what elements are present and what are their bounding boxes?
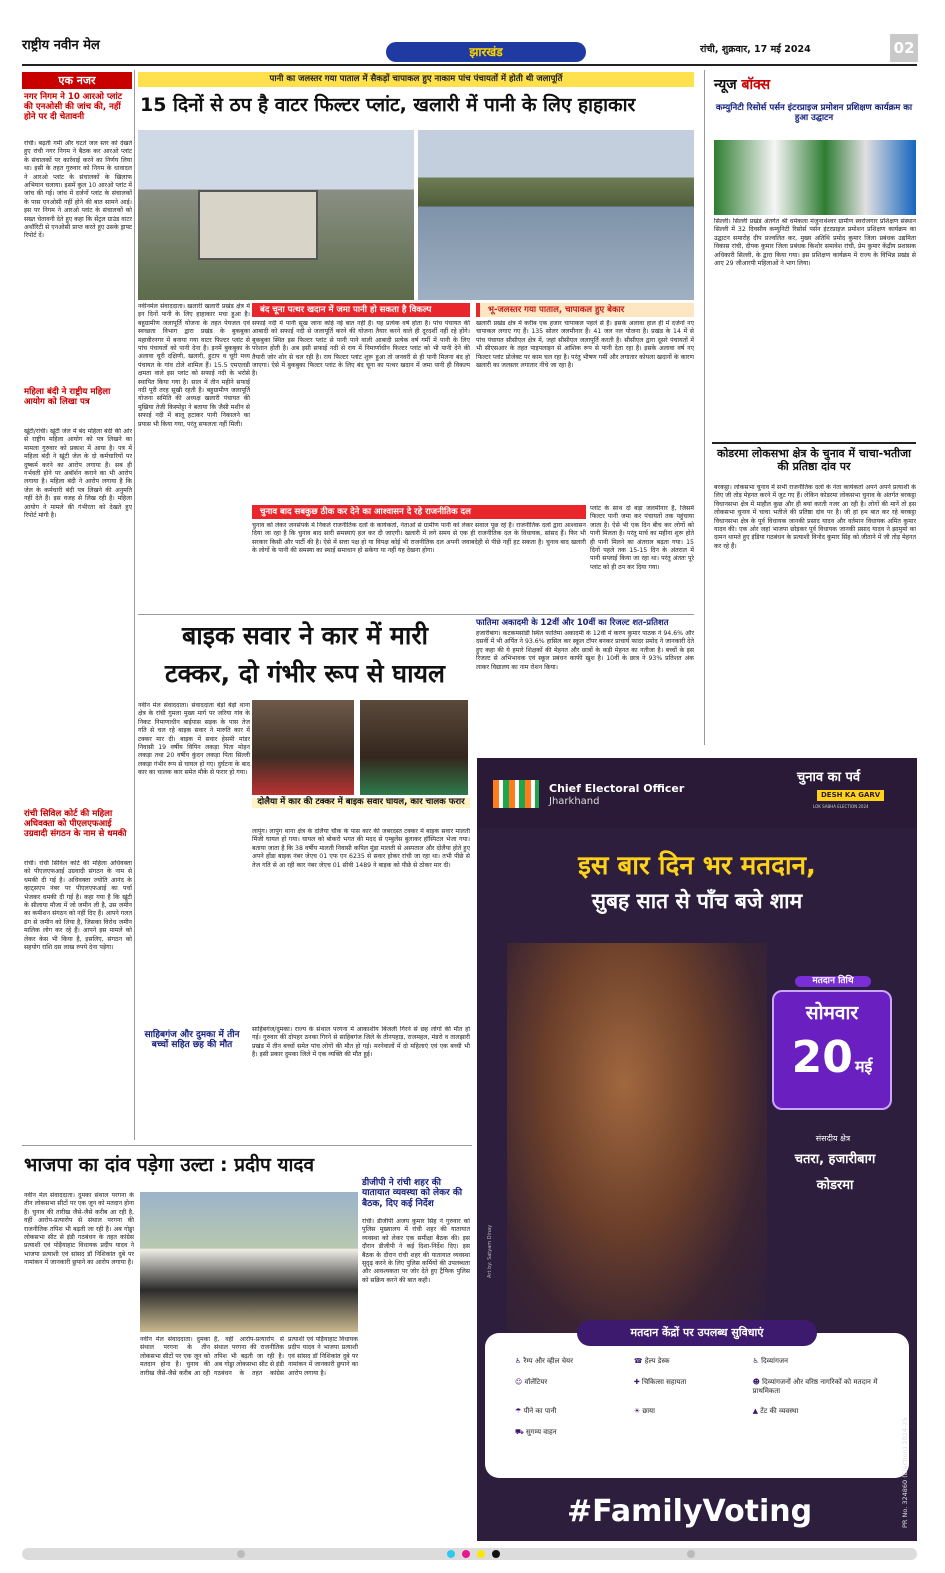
section-label: झारखंड [386, 42, 586, 62]
eci-logo-icon [493, 780, 539, 808]
ek-nazar-label: एक नजर [22, 72, 132, 89]
facilities-title: मतदान केंद्रों पर उपलब्ध सुविधाएं [577, 1320, 817, 1346]
registration-dot [687, 1550, 695, 1558]
facility-label: छाया [642, 1407, 655, 1416]
news-box-label-a: न्यूज [714, 77, 737, 93]
rally-photo [140, 1192, 358, 1332]
story-headline: महिला बंदी ने राष्ट्रीय महिला आयोग को लिखा पत्र [24, 387, 111, 407]
water-icon: ☂ [515, 1407, 524, 1416]
campaign-hindi: चुनाव का पर्व [797, 770, 861, 785]
poll-date-box [772, 990, 892, 1110]
result-story-body: हजारीबाग। कटकमसांडी स्थित फातिमा अकादमी के 12वीं में करण कुमार पाठक ने 94.6% और दसवीं में भी अर्पित ने 93.6% हासिल कर स्कूल टॉपर बनकर प्राचार्य फादर प्रमोद ने जानकारी देते हुए कहा की ये हमारे शिक्षकों की मेहनत और छात्रों के कड़ी मेहनत का नतीजा है। बच्चों के इस रिजल्ट से अभिभावक एवं स्कूल प्रबंधन काफी खुश है। 10वीं के छात्र ने 93% प्रतिशत अंक लाकर विद्यालय का नाम रोशन किया। [476, 630, 694, 671]
building-shape [198, 190, 318, 260]
election-story-body: बरकट्ठा। लोकसभा चुनाव में सभी राजनीतिक दलों के नेता कार्यकर्ता अपने अपने प्रत्याशी के लिए जी तोड़ मेहनत करने में जुट गए हैं। लेकिन कोडरमा लोकसभा चुनाव के अंतर्गत बरकट्ठा विधानसभा क्षेत्र में माहौल कुछ और ही बयां करती नजर आ रही है। लोगों की मानें तो इस लोकसभा चुनाव में चाचा भतीजे की प्रतिष्ठा दांव पर है। जी हां हम बात कर रहे बरकट्ठा विधानसभा क्षेत्र के पूर्व विधायक जानकी प्रसाद यादव और वर्तमान विधायक अमित कुमार यादव की। एक ओर जहां भाजपा छोड़कर पूर्व विधायक जानकी प्रसाद यादव ने झामुमो का दामन थामते हुए इंडिया गठबंधन के प्रत्याशी विनोद कुमार सिंह को जीताने में जी तोड़ मेहनत कर रहे हैं। [714, 484, 916, 550]
water-plant-photo [138, 130, 414, 300]
story-body: प्लांट के साथ दो बड़ा जलमीनार है, जिसमें फिल्टर पानी जमा कर पंचायतों तक पहुंचाया जाता है। ऐसे भी एक दिन बीच कर लोगों को पानी मिलता है। परंतु मार्च का महीना शुरू होते ही पानी मिलने का अंतराल बढ़ता गया। 15 दिनों पहले तक 15-15 दिन के अंतराल में पानी सप्लाई किया जा रहा था। परंतु अंततः पूरे प्लांट को ही ठप कर दिया गया। [590, 505, 694, 571]
story-body: रांची। बढ़ती गर्मी और घटते जल स्तर को देखते हुए रांची नगर निगम ने बैठक कर आरओ प्लांट के संचालकों पर कार्रवाई करने का निर्णय लिया था। इसी के तहत गुरुवार को निगम के धावादल ने आरओ प्लांट के संचालकों के खिलाफ अभियान चलाया। इसमें कुल 10 आरओ प्लांट में जांच की गई। जांच में दर्जनों प्लांट के संचालकों के पास एनओसी नहीं होने की बात सामने आई। इस पर निगम ने आरओ प्लांट के संचालकों को सख्त चेतावनी देते हुए कहा कि सेंट्रल ग्राउंड वाटर अथॉरिटी से एनओसी प्राप्त करते हुए उसके ड्राफ्ट रिपोर्ट दें। [24, 140, 132, 240]
ad-org-line1: Chief Electoral Officer [549, 782, 685, 795]
registration-dot [447, 1550, 455, 1558]
news-box-label [714, 77, 770, 95]
bike-story-body: नवीन मेल संवाददाता। संवाददाता बेड़ो बेड़ो थाना क्षेत्र के रांची गुमला मुख्य मार्ग पर जरिया गांव के निकट निमाणाधीन बाईपास सड़क के पास तेज गति से चल रहे बाइक सवार ने मारुति कार में टक्कर मार दी। बाइक में सवार हेसमी मांडर निवासी 19 वर्षीय विपिन लकड़ा पिता मोहन लकड़ा तथा 20 वर्षीय कुंदन लकड़ा पिता सिल्ली लकड़ा गंभीर रूप से घायल हो गए। दुर्घटना के बाद कार का चालक कार समेत मौके से फरार हो गया। [138, 702, 250, 777]
facility-item [634, 1378, 743, 1396]
ad-org-line2: Jharkhand [549, 796, 600, 807]
bike-story-headline-1: बाइक सवार ने कार में मारी [181, 621, 429, 650]
story-body: खूंटी/रांची। खूंटी जेल में बंद महिला बंदी की ओर से राष्ट्रीय महिला आयोग को पत्र लिखने का मामला गुरुवार को प्रकाश में आया है। पत्र में महिला बंदी ने खूंटी जेल के दो कर्मचारियों पर दुष्कर्म करने का आरोप लगाया है। सब ही गर्भवती होने पर अबॉर्शन कराने का भी आरोप लगाया है। महिला बंदी ने आरोप लगाया है कि जेल के कर्मचारी बंदी पत्र लिखने की अनुमति नहीं देते हैं। इस वजह से लिख रही है। महिला आयोग ने मामले की गंभीरता को देखते हुए रिपोर्ट मांगी है। [24, 428, 132, 520]
news-box-headline: कम्युनिटी रिसोर्स पर्सन इंटरप्राइज प्रमोशन प्रशिक्षण कार्यक्रम का हुआ उद्घाटन [715, 103, 913, 123]
top-story-headline: 15 दिनों से ठप है वाटर फिल्टर प्लांट, खलारी में पानी के लिए हाहाकार [140, 94, 636, 116]
column-divider [704, 70, 705, 745]
campaign-english: DESH KA GARV [817, 790, 884, 801]
disabled-icon: ♿ [752, 1357, 762, 1365]
facilities-panel [485, 1326, 909, 1478]
registration-dot [462, 1550, 470, 1558]
facility-item [753, 1357, 905, 1366]
story-body: सफाई नदी में पानी सूख जाना कोई नई बात नहीं है। यह प्रत्येक वर्ष होता है। पांच पंचायत की आबादी को सफाई नदी से जलापूर्ति करने की योजना तैयार करने वाले ही दूरदर्शी नहीं रहे होंगे। बुकबुका स्थित इस फिल्टर प्लांट से पानी पाने वाली आबादी प्रत्येक वर्ष गर्मी में पानी के लिए परेशान होती है। अब इसी सफाई नदी से राय में निमार्णाधीन फिल्टर प्लांट को भी पानी देने की तैयारी जोर शोर से चल रही है। राय फिल्टर प्लांट शुरू हुआ तो जनवरी से ही पानी मिलना बंद हो जाएगा। ऐसे में बुकबुका फिल्टर प्लांट के लिए बंद चूना का पत्थर खदान में जमा पानी ही विकल्प है। [252, 320, 470, 378]
tent-icon: ▲ [752, 1407, 761, 1416]
poll-date-label: मतदान तिथि [795, 976, 871, 987]
poll-day: सोमवार [805, 1002, 859, 1024]
facility-item [515, 1428, 624, 1437]
medical-icon: ✚ [633, 1377, 642, 1386]
side-story-body: साहिबगंज/दुमका। राज्य के संथाल परगना में आकाशीय बिजली गिरने से छह लोगों की मौत हो गई। गुरुवार की दोपहर ठनका गिरने से साहिबगंज जिले के तीनपहाड़, राजमहल, मंडरो व तालझारी प्रखंड में तीन बच्चों समेत पांच लोगों की मौत हो गई। मरनेवालों में दो महिलाएं एवं एक बच्ची भी है। इसी प्रकार दुमका जिले में एक व्यक्ति की मौत हुई। [252, 1026, 470, 1059]
registration-bar [22, 1548, 917, 1560]
facility-label: दिव्यांगजन [761, 1357, 788, 1365]
facility-label: दिव्यांगजनों और वरिष्ठ नागरिकों को मतदान में प्राथमिकता [752, 1377, 878, 1395]
photo-caption: दोलैया में कार की टक्कर में बाइक सवार घायल, कार चालक फरार [252, 798, 470, 808]
dry-river-photo [418, 130, 694, 300]
campaign-sub: LOK SABHA ELECTION 2024 [813, 804, 869, 809]
shade-icon: ☀ [633, 1407, 643, 1416]
facility-label: रैम्प और व्हील चेयर [523, 1357, 573, 1365]
result-story-headline: फातिमा अकादमी के 12वीं और 10वीं का रिजल्ट शत-प्रतिशत [476, 617, 669, 627]
election-story-headline: कोडरमा लोकसभा क्षेत्र के चुनाव में चाचा-भतीजा की प्रतिष्ठा दांव पर [712, 442, 916, 473]
bjp-story-headline: भाजपा का दांव पड़ेगा उल्टा : प्रदीप यादव [24, 1154, 315, 1176]
story-headline: रांची सिविल कोर्ट की महिला अधिवक्ता को पीएलएफआई उग्रवादी संगठन के नाम से धमकी [24, 809, 127, 839]
poll-date-number: 20 [791, 1031, 853, 1083]
poll-month: मई [854, 1056, 873, 1076]
masthead-rule [22, 64, 917, 66]
constituency-1: चतरा, हजारीबाग [794, 1152, 876, 1167]
section-divider [138, 614, 694, 615]
bike-story-body: लापुंग। लापुंग थाना क्षेत्र के दोलैया चौक के पास कार की जबरदस्त टक्कर में बाइक सवार मालती मिंजी घायल हो गया। घायल को बोकरो भगत की मदद से एम्बुलेंस बुलाकर हॉस्पिटल भेजा गया। बताया जाता है कि 38 वर्षीय मालती निवासी कपिल मुंडा मालती से अस्पताल और दोलैया होते हुए अपने होंडा बाइक नंबर जेएच 01 एफ एन 6235 से सवार होकर रांची जा रहा था। तभी पीछे से तेज गति से आ रही कार नंबर जेएच 01 सीवी 1489 ने बाइक को पीछे से ठोकर मार दी। [252, 828, 470, 869]
senior-citizen-icon: ☻ [752, 1377, 763, 1386]
facility-item [753, 1378, 905, 1396]
facility-item [634, 1407, 743, 1416]
bike-story-headline-2: टक्कर, दो गंभीर रूप से घायल [165, 659, 445, 688]
help-desk-icon: ☎ [633, 1357, 645, 1365]
side-story-headline: साहिबगंज और दुमका में तीन बच्चों सहित छह की मौत [144, 1030, 240, 1051]
registration-dot [492, 1550, 500, 1558]
constituency-2: कोडरमा [816, 1178, 854, 1193]
newspaper-name: राष्ट्रीय नवीन मेल [22, 38, 100, 53]
subhead-bar: चुनाव बाद सबकुछ ठीक कर देने का आश्वासन दे रहे राजनीतिक दल [252, 505, 586, 519]
facility-label: टेंट की व्यवस्था [760, 1407, 799, 1416]
news-box-body: सिल्ली। सिल्ली प्रखंड अंतर्गत श्री धर्मकला मंजुनाथेश्वर ग्रामीण स्वरोजगार प्रशिक्षण संस्थान सिल्ली में 32 दिवसीय कम्युनिटी रिसोर्स पर्सन इंटरप्राइज प्रमोशन प्रशिक्षण कार्यक्रम का उद्घाटन समारोह दीप प्रज्वलित कर, मुख्य अतिथि प्रमोद कुमार जिला प्रबंधक उद्यमिता विकास रांची, दीपक कुमार जिला प्रबंधक किशोर समावेश रांची, प्रेम कुमार केंद्रीय प्रशासक अधिकारी सिल्ली, के द्वारा किया गया। इस प्रशिक्षण कार्यक्रम में राज्य के विभिन्न प्रखंड से आए 29 जीआरपी महिलाओं ने भाग लिया। [714, 218, 916, 268]
poll-date [774, 1030, 890, 1085]
registration-dot [237, 1550, 245, 1558]
section-divider [22, 1145, 472, 1146]
story-body: चुनाव को लेकर जनसंपर्क में निकले राजनीतिक दलों के कार्यकर्ता, नेताओं से ग्रामीण पानी को लेकर सवाल पूछ रहे हैं। राजनीतिक दलों द्वारा आश्वासन दिया जा रहा है कि चुनाव बाद सारी समस्याएं हल कर दी जाएगी। खलारी में लगे समय से एक ही राजनीतिक दल के विधायक, सांसद हैं। फिर भी सरकार किसी और पार्टी की है। ऐसे में सत्ता पक्ष हो या विपक्ष कोई भी राजनीतिक दल अपनी जवाबदेही से पीछे नहीं हट सकता है। चुनाव बाद खलारी के लोगों के पानी की समस्या का स्थाई समाधान हो सकेगा या नहीं यह देखना होगा। [252, 522, 586, 555]
column-divider [134, 70, 135, 1140]
ad-headline-2: सुबह सात से पाँच बजे शाम [591, 889, 803, 913]
facilities-list [515, 1357, 905, 1437]
training-photo [714, 140, 916, 215]
facility-item [515, 1407, 624, 1416]
voter-woman-illustration [507, 943, 767, 1343]
subhead-bar: बंद चूना पत्थर खदान में जमा पानी हो सकता है विकल्प [252, 303, 470, 317]
story-body: रांची। रांची सिविल कोर्ट की महिला अधिवक्ता को पीएलएफआई उग्रवादी संगठन के नाम से धमकी दी गई है। अधिवक्ता ज्योति आनंद के व्हाट्सएप नंबर पर पीएलएफआई का पर्चा भेजकर धमकी दी गई है। कहा गया है कि खूंटी के सीलाया मौजा में जो जमीन ली है, उस जमीन का कमीशन संगठन को नहीं दिए हैं। आपने गलत ढंग से जमीन को लिया है, जिसका विरोध जमीन मालिक लोग कर रहे हैं। आपने इस मामले को लेकर केस भी किया है, इसलिए, संगठन को सहयोग राशि दस लाख रुपये देना पड़ेगा। [24, 860, 132, 952]
injured-person-photo [360, 700, 468, 795]
facility-item [753, 1407, 905, 1416]
side-story-body: रांची। डीजीपी अजय कुमार सिंह ने गुरुवार को पुलिस मुख्यालय में रांची शहर की यातायात व्यवस्था को लेकर एक समीक्षा बैठक की। इस दौरान डीजीपी ने कई दिशा-निर्देश दिए। इस बैठक के दौरान रांची शहर की यातायात व्यवस्था सुदृढ़ करने के लिए पुलिस कर्मियों की उपलब्धता और आवश्यकता पर जोर देते हुए ट्रैफिक पुलिस को सक्रिय करने की बात कही। [362, 1218, 470, 1284]
ad-headline-1: इस बार दिन भर मतदान, [578, 851, 816, 881]
page-number: 02 [890, 34, 918, 62]
vehicle-icon: ⛟ [515, 1428, 527, 1436]
facility-item [515, 1357, 624, 1366]
registration-dot [477, 1550, 485, 1558]
bjp-story-body: नवीन मेल संवाददाता। दुमका संथाल परगना के तीन लोकसभा सीटों पर एक जून को मतदान होना है। चुनाव की तारीख जैसे-जैसे करीब आ रही है, वहीं आरोप-प्रत्यारोप से संथाल परगना की राजनीतिक तपिश भी बढ़ती जा रही है। अब गोड्डा लोकसभा सीट से इंडी गठबंधन के तहत कांग्रेस प्रत्याशी एवं पोड़ैयाहाट विधायक प्रदीप यादव ने भाजपा प्रत्याशी एवं सांसद डॉ निशिकांत दुबे पर नामांकन में जानकारी छुपाने का आरोप लगाया है। [140, 1336, 358, 1377]
ad-pr-number: PR No. 324860 (Election) 2024-25 [901, 1417, 909, 1528]
volunteer-icon: ☺ [515, 1377, 525, 1386]
story-body: नवीनमेल संवाददाता। खलारी खलारी प्रखंड क्षेत्र में इन दिनों पानी के लिए हाहाकार मचा हुआ है। बहुग्रामीण जलापूर्ति योजना के तहत पेयजल एवं स्वच्छता विभाग द्वारा प्रखंड के बुकबुका महावीरनगर में बनाया गया वाटर फिल्टर प्लांट से पांच पंचायतों को पानी देना है। इनमें बुकबुका के अलावा चूरी दक्षिणी, खलारी, हुटाप व चूरी मध्य पंचायत के गांव टोले शामिल हैं। 15.5 एमएलडी क्षमता वाले इस प्लांट को सफाई नदी के भरोसे स्थापित किया गया है। साल में तीन महीने सफाई नदी पूरी तरह सूखी रहती है। बहुग्रामीण जलापूर्ति योजना समिति की अध्यक्ष खलारी पंचायत की मुखिया तेजी किस्पोट्टा ने बताया कि जैसी मशीन से सफाई नदी में बालू हटाकर पानी निकालने का प्रयास भी किया गया, परंतु सफलता नहीं मिली। [138, 303, 250, 428]
story-strap: पानी का जलस्तर गया पाताल में सैकड़ों चापाकल हुए नाकाम पांच पंचायतों में होती थी जलापूर्ति [138, 72, 694, 87]
facility-label: हेल्प डेस्क [644, 1357, 670, 1365]
story-body: खलारी प्रखंड क्षेत्र में करीब एक हजार चापाकल पहले से हैं। इसके अलावा हाल ही में दर्जनों नए चापाकल लगाए गए हैं। 135 सोलर जलमीनार हैं। 41 जल नल योजना है। प्रखंड के 14 में से पांच पंचायत सीसीएल क्षेत्र में, जहां सीसीएल जलापूर्ति करती है। सीसीएल द्वारा दूसरे पंचायतों में भी सीएसआर के तहत पाइपलाइन से आंशिक रूप से पानी देता रहा है। इसके अलावा वर्ष नए फिल्टर प्लांट प्रोजेक्ट पर काम चल रहा है। परंतु भीषण गर्मी और लगातार कोयला खदानों के कारण खलारी का जलस्तर लगातार नीचे जा रहा है। [476, 320, 694, 370]
subhead-bar: भू-जलस्तर गया पाताल, चापाकल हुए बेकार [476, 303, 694, 317]
constituency-label: संसदीय क्षेत्र [815, 1134, 851, 1143]
ad-credit: Art by: Satyam Dinay [487, 1224, 493, 1278]
date-line: रांची, शुक्रवार, 17 मई 2024 [700, 44, 811, 55]
injured-person-photo [252, 700, 354, 795]
facility-label: वॉलेंटियर [524, 1377, 548, 1386]
ramp-icon: ♿ [515, 1357, 524, 1365]
story-headline: नगर निगम ने 10 आरओ प्लांट की एनओसी की जांच की, नहीं होने पर दी चेतावनी [24, 92, 123, 122]
facility-item [515, 1378, 624, 1396]
ad-header [477, 758, 917, 828]
facility-item [634, 1357, 743, 1366]
side-story-headline: डीजीपी ने रांची शहर की यातायात व्यवस्था को लेकर की बैठक, दिए कई निर्देश [362, 1178, 463, 1209]
facility-label: सुगम्य वाहन [526, 1428, 557, 1436]
facility-label: चिकित्सा सहायता [641, 1377, 687, 1386]
ad-hashtag: #FamilyVoting [567, 1494, 813, 1529]
bjp-story-body: नवीन मेल संवाददाता। दुमका संथाल परगना के तीन लोकसभा सीटों पर एक जून को मतदान होना है। चुनाव की तारीख जैसे-जैसे करीब आ रही है, वहीं आरोप-प्रत्यारोप से संथाल परगना की राजनीतिक तपिश भी बढ़ती जा रही है। अब गोड्डा लोकसभा सीट से इंडी गठबंधन के तहत कांग्रेस प्रत्याशी एवं पोड़ैयाहाट विधायक प्रदीप यादव ने भाजपा प्रत्याशी एवं सांसद डॉ निशिकांत दुबे पर नामांकन में जानकारी छुपाने का आरोप लगाया है। [24, 1192, 134, 1267]
news-box-label-b: बॉक्स [741, 77, 771, 93]
facility-label: पीने का पानी [523, 1407, 557, 1416]
election-advertisement [477, 758, 917, 1541]
